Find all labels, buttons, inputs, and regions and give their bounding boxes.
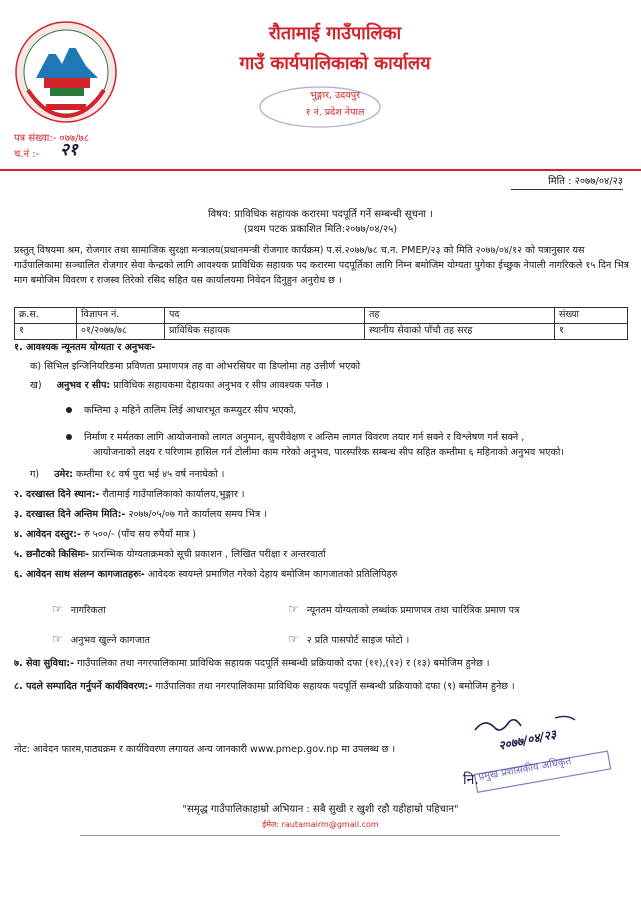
section-3 <box>14 509 267 522</box>
reference-number: पत्र संख्या:- ०७७/७८ <box>14 133 89 144</box>
table-header-cell: संख्या <box>555 308 628 324</box>
office-title: गाउँ कार्यपालिकाको कार्यालय <box>239 53 431 74</box>
bullet-item <box>66 405 296 418</box>
item-kha <box>30 380 329 393</box>
section-4-heading: ४. आवेदन दस्तुर:- <box>14 529 81 540</box>
section-7-text: गाउँपालिका तथा नगरपालिकामा प्राविधिक सहायक पदपूर्ति सम्बन्धी प्रक्रियाको दफा (११),(१२) र (१३) बमोजिम हुनेछ । <box>74 658 490 669</box>
item-kha-label: ख) <box>30 380 42 391</box>
table-header-cell: क्र.स. <box>15 308 77 324</box>
date-underline <box>511 189 623 190</box>
footer-slogan: "समृद्ध गाउँपालिकाहाम्रो अभियान : सबै सुखी र खुशी रहौ यहीहाम्रो पहिचान" <box>182 804 459 815</box>
section-4 <box>14 529 196 542</box>
section-6-heading: ६. आवेदन साथ संलग्न कागजातहरुः- <box>14 569 145 580</box>
document-item <box>52 631 150 648</box>
svg-text:नि.: नि. <box>463 772 479 788</box>
section-6 <box>14 569 397 582</box>
section-6-text: आवेदक स्वयम्ले प्रमाणित गरेको देहाय बमोजिम कागजातको प्रतिलिपिहरु <box>144 569 398 580</box>
section-5 <box>14 549 326 562</box>
dispatch-number-handwritten: २१ <box>60 140 78 160</box>
table-header-row <box>15 308 628 324</box>
header-divider <box>0 169 641 171</box>
footer-email: ईमेल: rautamairm@gmail.com <box>262 820 379 829</box>
document-item <box>288 601 519 618</box>
item-ga-text: कम्तीमा १८ वर्ष पुरा भई ४५ वर्ष ननाघेको । <box>72 469 225 480</box>
section-7-heading: ७. सेवा सुविधा:- <box>14 658 75 669</box>
office-stamp-top <box>255 82 385 132</box>
bullet-text: कम्तिमा ३ महिने तालिम लिई आधारभूत कम्प्युटर सीप भएको, <box>84 405 297 416</box>
item-ga <box>30 469 224 482</box>
section-7 <box>14 658 489 671</box>
document-label: नागरिकता <box>70 605 106 616</box>
section-3-text: २०७७/०५/०७ गते कार्यालय समय भित्र । <box>125 509 267 520</box>
province-line: १ नं. प्रदेश नेपाल <box>305 107 365 118</box>
pointing-hand-icon: ☞ <box>288 632 299 646</box>
section-2-heading: २. दरखास्त दिने स्थान:- <box>14 489 100 500</box>
pointing-hand-icon: ☞ <box>52 602 63 616</box>
section-1-heading: १. आवश्यक न्यूनतम योग्यता र अनुभवः- <box>14 342 156 353</box>
bullet-item <box>66 432 524 445</box>
dispatch-number-label: च.नं :- <box>14 149 40 160</box>
section-8 <box>14 681 515 694</box>
notice-date: मिति : २०७७/०४/२३ <box>548 176 623 187</box>
bullet-icon <box>66 407 72 413</box>
table-cell: १ <box>555 323 628 339</box>
footer-divider <box>80 835 560 836</box>
section-3-heading: ३. दरखास्त दिने अन्तिम मिति:- <box>14 509 126 520</box>
section-4-text: रु ५००/- (पाँच सय रुपैयाँ मात्र ) <box>80 529 196 540</box>
section-8-heading: ८. पदले सम्पादित गर्नुपर्ने कार्यविवरण:- <box>14 681 153 692</box>
section-2-text: रौतामाई गाउँपालिकाको कार्यालय,भुङ्गार । <box>99 489 245 500</box>
table-cell: प्राविधिक सहायक <box>165 323 365 339</box>
item-kha-text: प्राविधिक सहायकमा देहायका अनुभव र सीप आवश्यक पर्नेछ । <box>110 380 329 391</box>
document-item <box>288 631 409 648</box>
pointing-hand-icon: ☞ <box>52 632 63 646</box>
table-header-cell: पद <box>165 308 365 324</box>
vacancy-table <box>14 307 628 340</box>
address-line: भुङ्गार, उदयपुर <box>309 90 361 101</box>
table-header-cell: विज्ञापन नं. <box>77 308 165 324</box>
item-kha-heading: अनुभव र सीप: <box>56 380 111 391</box>
notice-paragraph: प्रस्तुत् विषयमा श्रम, रोजगार तथा सामाजिक सुरक्षा मन्त्रालय(प्रधानमन्त्री रोजगार कार्यक्रम) प.सं.२०७७/७८ च.न. PMEP/२३ को मिति २०७७/०४/१२ को पत्रानुसार यस गाउँपालिकामा सञ्चालित रोजगार सेवा केन्द्रको लागि आवश्यक प्राविधिक सहायक पद करारमा पदपूर्तिका लागि निम्न बमोजिम योग्यता पुगेका ईच्छुक नेपाली नागरिकले १५ दिन भित्र माग बमोजिम विवरण र राजस्व तिरेको रसिद सहित यस कार्यालयमा निवेदन दिनुहुन अनुरोध छ । <box>14 245 629 286</box>
table-cell: स्थानीय सेवाको पाँचौ तह सरह <box>365 323 555 339</box>
signature-date: २०७७/०४/२३ <box>497 727 558 753</box>
item-ka: क) सिभिल इन्जिनियरिङमा प्रविणता प्रमाणपत्र तह वा ओभरसियर वा डिप्लोमा तह उत्तीर्ण भएको <box>30 361 361 372</box>
bullet-icon <box>66 434 72 440</box>
table-row <box>15 323 628 339</box>
emblem-logo <box>14 20 119 125</box>
municipality-title: रौतामाई गाउँपालिका <box>268 23 402 44</box>
pointing-hand-icon: ☞ <box>288 602 299 616</box>
signature-stamp-text: प्रमुख प्रशासकीय अधिकृत <box>477 755 573 784</box>
section-2 <box>14 489 245 502</box>
section-8-text: गाउँपालिका तथा नगरपालिकामा प्राविधिक सहायक पदपूर्ति सम्बन्धी प्रक्रियाको दफा (९) बमोजिम हुनेछ । <box>152 681 515 692</box>
document-item <box>52 601 106 618</box>
note-line: नोट: आवेदन फारम,पाठ्यक्रम र कार्यविवरण लगायत अन्य जानकारी www.pmep.gov.np मा उपलब्ध छ । <box>14 744 396 755</box>
item-ga-heading: उमेर: <box>54 469 73 480</box>
document-label: न्यूनतम योग्यताको लब्धांक प्रमाणपत्र तथा चारित्रिक प्रमाण पत्र <box>306 605 520 616</box>
notice-subject: विषय: प्राविधिक सहायक करारमा पदपूर्ति गर्ने सम्बन्धी सूचना । <box>208 209 433 220</box>
table-cell: १ <box>15 323 77 339</box>
section-5-text: प्रारम्भिक योग्यताक्रमको सूची प्रकाशन , लिखित परीक्षा र अन्तरवार्ता <box>89 549 326 560</box>
table-cell: ०१/२०७७/७८ <box>77 323 165 339</box>
document-label: २ प्रति पासपोर्ट साइज फोटो । <box>306 635 410 646</box>
document-label: अनुभव खुल्ने कागजात <box>70 635 150 646</box>
first-publication-date: (प्रथम पटक प्रकाशित मिति:२०७७/०४/२५) <box>243 224 398 235</box>
bullet-continuation: आयोजनाको लक्ष्य र परिणाम हासिल गर्न टोलीमा काम गरेको अनुभव, पारस्परिक सम्बन्ध सीप सहित कम्तीमा ६ महिनाको अनुभव भएको। <box>93 447 564 458</box>
section-5-heading: ५. छनौटको किसिमः- <box>14 549 90 560</box>
bullet-text: निर्माण र मर्मतका लागि आयोजनाको लागत अनुमान, सुपरीवेक्षण र अन्तिम लागत विवरण तयार गर्न सक्ने र विश्लेषण गर्न सक्ने , <box>84 432 525 443</box>
item-ga-label: ग) <box>30 469 40 480</box>
table-header-cell: तह <box>365 308 555 324</box>
